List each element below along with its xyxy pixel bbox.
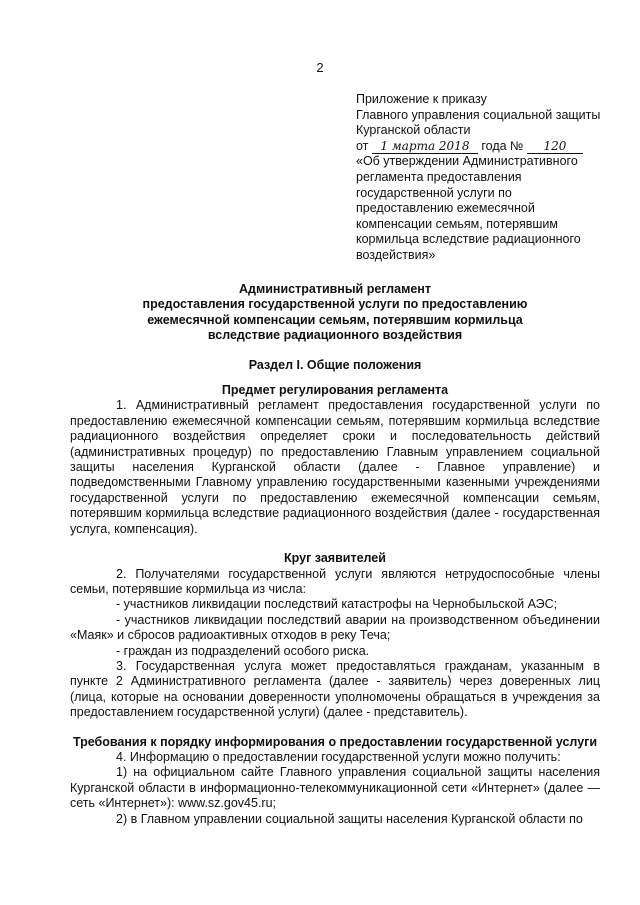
appendix-title-line: кормильца вследствие радиационного — [356, 232, 581, 247]
list-item: - участников ликвидации последствий катастрофы на Чернобыльской АЭС; — [116, 597, 558, 612]
year-number-label: года № — [481, 138, 524, 153]
info-heading: Требования к порядку информирования о предоставлении государственной услуги — [72, 734, 598, 749]
handwritten-date: 1 марта 2018 — [372, 140, 478, 154]
page-number: 2 — [316, 60, 324, 75]
from-prefix: от — [356, 138, 369, 153]
list-item: - участников ликвидации последствий аварии на производственном объединении «Маяк» и сбросов радиоактивных отходов в реку Теча; — [70, 612, 600, 643]
title-line: ежемесячной компенсации семьям, потерявшим кормильца — [147, 312, 523, 327]
appendix-title-line: предоставлению ежемесячной — [356, 201, 535, 216]
subject-heading: Предмет регулирования регламента — [221, 383, 449, 398]
paragraph-2: 2. Получателями государственной услуги являются нетрудоспособные члены семьи, потерявшие кормильца из числа: — [70, 566, 600, 596]
list-item: 2) в Главном управлении социальной защиты населения Курганской области по — [116, 811, 583, 826]
appendix-block — [356, 92, 616, 264]
appendix-line: Главного управления социальной защиты — [356, 107, 601, 122]
title-line: вследствие радиационного воздействия — [207, 328, 463, 343]
applicants-heading: Круг заявителей — [284, 551, 386, 566]
paragraph-3: 3. Государственная услуга может предоставляться гражданам, указанным в пункте 2 Административного регламента (далее - заявитель) через доверенных лиц (лица, которые на основании доверенности уполномочены обращаться в учреждения за предоставлением государственной услуги) (далее - представитель). — [70, 658, 600, 720]
paragraph-4: 4. Информацию о предоставлении государственной услуги можно получить: — [116, 749, 561, 764]
appendix-line: Курганской области — [356, 123, 471, 138]
appendix-line: Приложение к приказу — [356, 92, 487, 106]
list-item: 1) на официальном сайте Главного управления социальной защиты населения Курганской области в информационно-телекоммуникационной сети «Интернет» (далее — сеть «Интернет»): www.sz.gov45.ru; — [70, 765, 600, 811]
section-heading: Раздел I. Общие положения — [248, 357, 422, 372]
list-item: - граждан из подразделений особого риска. — [116, 643, 370, 658]
appendix-title-line: регламента предоставления — [356, 169, 522, 184]
handwritten-number: 120 — [527, 140, 583, 154]
title-line: Административный регламент — [239, 282, 431, 296]
appendix-date-line — [356, 139, 616, 155]
appendix-title-line: государственной услуги по — [356, 185, 512, 200]
appendix-title-line: компенсации семьям, потерявшим — [356, 216, 559, 231]
title-line: предоставления государственной услуги по предоставлению — [142, 297, 528, 312]
appendix-title-line: «Об утверждении Административного — [356, 154, 578, 169]
paragraph-1: 1. Административный регламент предоставления государственной услуги по предоставлению ежемесячной компенсации семьям, потерявшим кормильца вследствие радиационного воздействия определяет сроки и последовательность действий (административных процедур) по предоставлению Главным управлением социальной защиты населения Курганской области (далее - Главное управление) и подведомственными Главному управлению государственными казенными учреждениями государственной услуги по предоставлению ежемесячной компенсации семьям, потерявшим кормильца вследствие радиационного воздействия (далее - государственная услуга, компенсация). — [70, 398, 600, 536]
document-body — [70, 282, 600, 827]
appendix-title-line: воздействия» — [356, 247, 436, 262]
document-title — [70, 282, 600, 344]
